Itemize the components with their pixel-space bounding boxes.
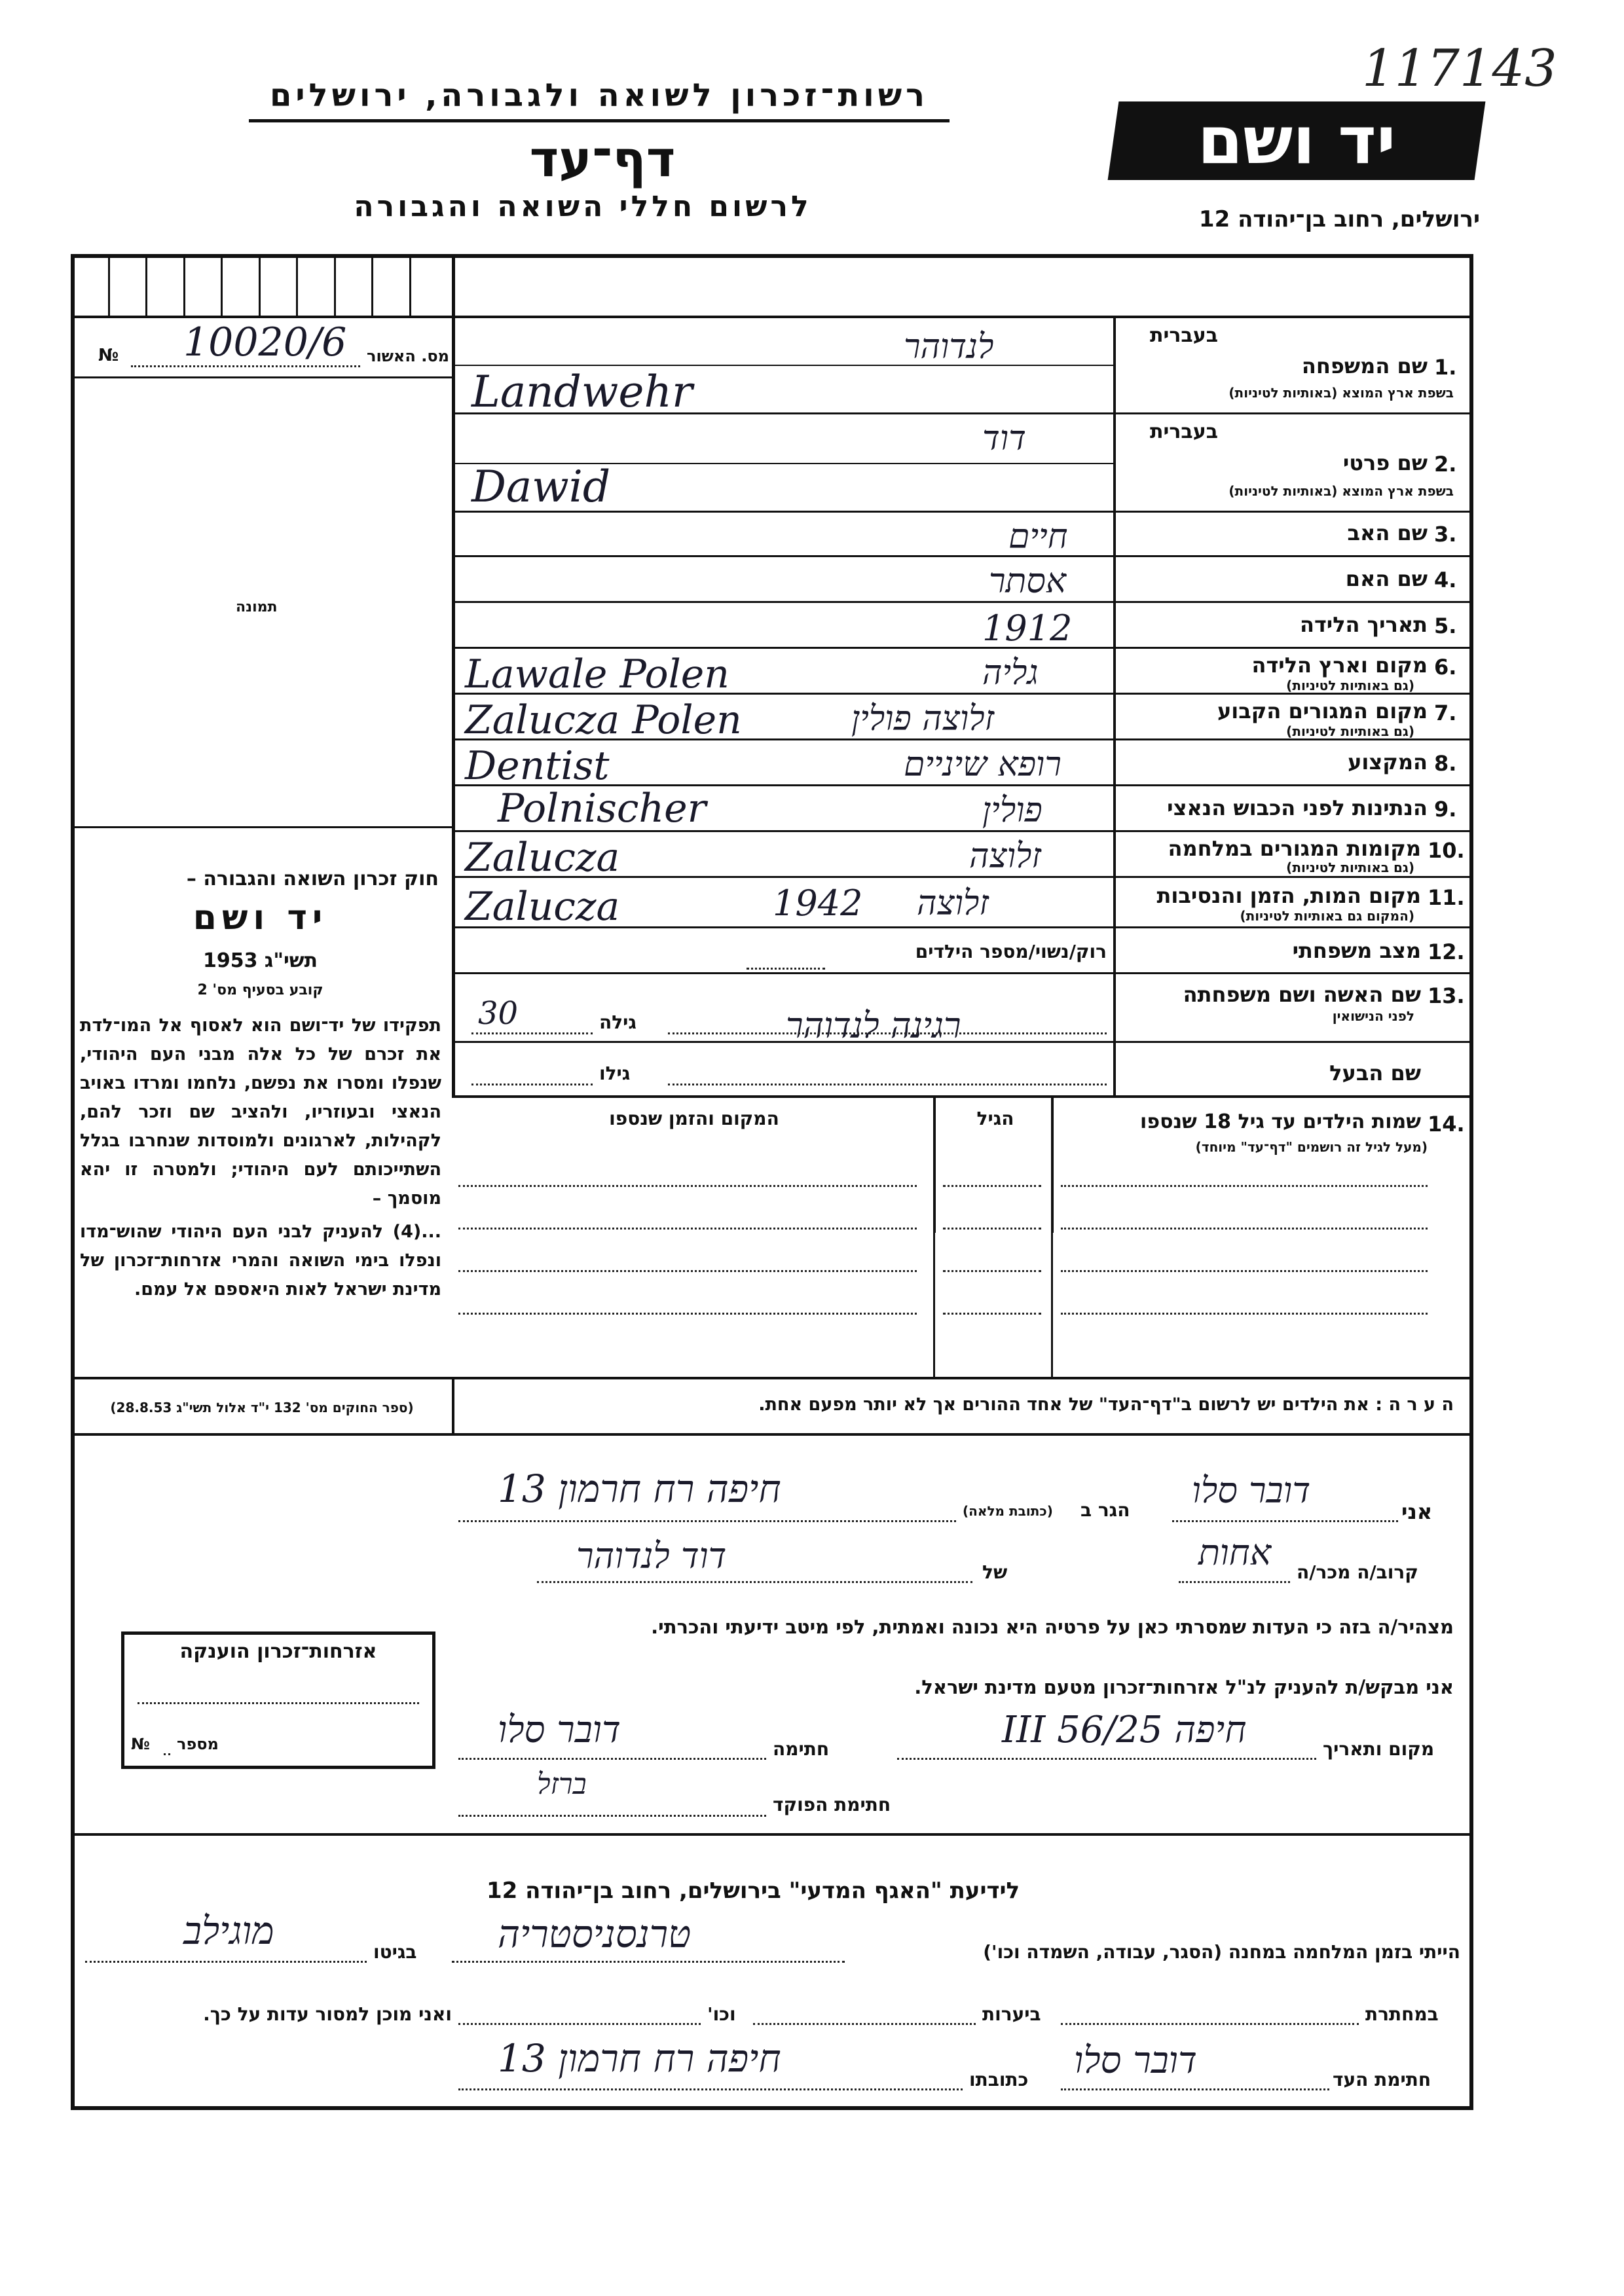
field-9-label: הנתינות לפני הכבוש הנאצי [1167, 795, 1428, 820]
form-title: דף־עד [529, 130, 676, 188]
field-11-note: (המקום גם באותיות לטיניות) [1240, 908, 1414, 924]
field-2-lang: בעברית [1150, 420, 1218, 443]
field-2-num: 2. [1434, 452, 1457, 477]
children-num: 14. [1428, 1112, 1465, 1137]
field-13-age-value: 30 [478, 995, 519, 1032]
children-label: שמות הילדים עד גיל 18 שנספו [1140, 1110, 1421, 1133]
field-9-latin: Polnischer [498, 786, 707, 831]
field-11-num: 11. [1428, 885, 1465, 910]
field-7-label: מקום המגורים הקבוע [1217, 699, 1428, 723]
field-7-num: 7. [1434, 701, 1457, 725]
field-13-num: 13. [1428, 983, 1465, 1008]
law-year: תשי"ג 1953 [202, 949, 318, 972]
law-reference: (ספר החוקים מס' 132 י"ד אלול תשי"ג 28.8.53) [110, 1400, 414, 1415]
children-note: (מעל לגיל זה רושמים "דף־עד" מיוחד) [1195, 1139, 1428, 1155]
field-11-latin: Zalucza [465, 884, 620, 930]
declaration-place-date-label: מקום ותאריך [1323, 1738, 1435, 1760]
field-12-options: רוק/נשוי/מספר הילדים [915, 941, 1107, 962]
logo-text: יד ושם [1197, 102, 1396, 179]
field-6-hebrew: גליה [982, 653, 1039, 693]
field-6-label: מקום וארץ הלידה [1251, 653, 1428, 678]
declaration-resides-label: הגר ב [1080, 1499, 1130, 1521]
declaration-signature-label: חתימה [773, 1738, 830, 1760]
bottom-address-value: חיפה רח חרמון 13 [498, 2036, 781, 2081]
bottom-ready-text: ואני מוכן למסור עדות על כך. [203, 2003, 452, 2025]
field-11-year: 1942 [773, 883, 863, 924]
bottom-signature-label: חתימת העד [1333, 2069, 1431, 2090]
law-name: יד ושם [193, 898, 328, 938]
bottom-camp-value: טרנסניסטריה [498, 1912, 692, 1956]
field-7-hebrew: זלוצה פולין [851, 699, 995, 738]
field-8-latin: Dentist [465, 743, 610, 789]
declaration-i-value: דובר סלו [1192, 1470, 1311, 1511]
law-text-1: תפקידו של יד־ושם הוא לאסוף אל המו־לדת את זכרם של כל אלה מבני העם היהודי, שנפלו ומסרו את נפשם, נלחמו ומרדו באויב הנאצי ובעוזריו, ולהציב שם וזכר להם, לקהילות, לארגונים ולמוסדות שנחרבו בגלל השתייכותם לעם היהודי; ולמטרה זו יהא מוסמך – [80, 1015, 441, 1209]
field-1-lang: בעברית [1150, 324, 1218, 347]
bottom-title: לידיעת "האגף המדעי" בירושלים, רחוב בן־יהודה 12 [486, 1878, 1020, 1904]
declaration-signature-value: דובר סלו [498, 1709, 621, 1751]
husband-age-label: גילו [599, 1063, 631, 1084]
field-13-value: רגינה לנדוהר [786, 1005, 961, 1046]
field-10-hebrew: זלוצה [969, 837, 1041, 876]
field-7-note: (גם באותיות לטיניות) [1286, 723, 1414, 739]
field-4-value: אסתר [989, 562, 1067, 601]
field-7-latin: Zalucza Polen [465, 697, 742, 743]
approval-value: 10020/6 [183, 319, 347, 365]
field-1-hebrew: לנדוהר [904, 327, 994, 367]
bottom-camp-text: הייתי בזמן המלחמה במחנה (הסגר, עבודה, השמדה וכו') [983, 1941, 1460, 1963]
bottom-ghetto-value: מוגילב [183, 1908, 274, 1953]
field-1-latin: Landwehr [471, 367, 693, 417]
field-5-value: 1912 [982, 608, 1073, 649]
field-1-label: שם המשפחה [1301, 354, 1428, 378]
declaration-place-date-value: חיפה 25/III 56 [1002, 1709, 1247, 1751]
field-6-latin: Lawale Polen [465, 651, 729, 697]
photo-label: תמונה [236, 599, 278, 615]
citizenship-box-title: אזרחות־זכרון הוענקה [179, 1640, 377, 1663]
declaration-official-value: ברזל [537, 1768, 587, 1801]
remark: ה ע ר ה : את הילדים יש לרשום ב"דף־העד" של אחד ההורים אך לא יותר מפעם אחת. [758, 1394, 1454, 1415]
declaration-address-value: חיפה רח חרמון 13 [498, 1467, 781, 1511]
field-5-label: תאריך הלידה [1299, 612, 1428, 637]
bottom-signature-value: דובר סלו [1074, 2039, 1197, 2082]
bottom-etc-label: וכו' [707, 2003, 736, 2025]
children-col-place: המקום והזמן שנספו [609, 1108, 779, 1129]
title-underline [249, 119, 950, 122]
declaration-i-label: אני [1401, 1499, 1433, 1524]
declaration-of-value: דוד לנדוהר [576, 1535, 727, 1576]
field-2-label: שם פרטי [1342, 450, 1428, 475]
declaration-relation-value: אחות [1198, 1532, 1272, 1573]
children-col-age: הגיל [976, 1108, 1014, 1129]
husband-label: שם הבעל [1329, 1061, 1421, 1085]
field-4-label: שם האם [1345, 566, 1428, 591]
law-title: חוק זכרון השואה והגבורה – [186, 867, 439, 890]
address: ירושלים, רחוב בן־יהודה 12 [1198, 206, 1480, 232]
field-11-label: מקום המות, הזמן והנסיבות [1156, 883, 1421, 908]
field-5-num: 5. [1434, 613, 1457, 638]
authority-title: רשות־זכרון לשואה ולגבורה, ירושלים [269, 77, 929, 114]
law-text-2: ...(4) להעניק לבני העם היהודי שהוש־מדו ונפלו בימי השואה והמרי אזרחות־זכרון של מדינת ישראל לאות היאספם אל עמם. [80, 1222, 441, 1300]
field-10-num: 10. [1428, 838, 1465, 863]
field-4-num: 4. [1434, 568, 1457, 592]
declaration-statement: מצהיר/ה בזה כי העדות שמסרתי כאן על פרטיה היא נכונה ואמתית, לפי מיטב ידיעתי והכרתי. [651, 1616, 1454, 1638]
field-3-num: 3. [1434, 522, 1457, 547]
field-8-hebrew: רופא שיניים [904, 745, 1061, 784]
field-10-latin: Zalucza [465, 835, 620, 881]
declaration-of-label: של [982, 1561, 1008, 1583]
field-1-num: 1. [1434, 355, 1457, 380]
approval-no-symbol: № [98, 346, 119, 365]
archive-number: 117143 [1362, 39, 1557, 98]
field-6-note: (גם באותיות לטיניות) [1286, 678, 1414, 693]
declaration-request: אני מבקש/ת להעניק לנ"ל אזרחות־זכרון מטעם מדינת ישראל. [914, 1676, 1454, 1698]
field-9-hebrew: פולין [982, 791, 1043, 830]
declaration-relation-label: קרוב/ה מכר/ה [1297, 1561, 1418, 1583]
field-13-label: שם האשה ושם משפחתה [1183, 982, 1421, 1007]
citizenship-box-number-label: מספר [177, 1735, 219, 1753]
field-6-num: 6. [1434, 655, 1457, 680]
field-10-label: מקומות המגורים במלחמה [1168, 836, 1421, 861]
field-13-note: לפני הנישואין [1332, 1008, 1414, 1024]
citizenship-box-number-symbol: № [131, 1735, 150, 1753]
approval-label: מס. האשור [367, 347, 449, 365]
bottom-address-label: כתובתו [969, 2069, 1029, 2090]
law-clause: קובע בסעיף מס' 2 [197, 982, 323, 998]
bottom-ghetto-label: בגיטו [373, 1941, 417, 1963]
field-2-hebrew: דוד [982, 419, 1026, 458]
field-11-hebrew: זלוצה [917, 884, 989, 923]
bottom-hiding-label: במחתרת [1365, 2003, 1439, 2025]
field-3-value: חיים [1008, 517, 1068, 556]
field-12-num: 12. [1428, 939, 1465, 964]
declaration-address-note: (כתובת מלאה) [963, 1503, 1053, 1519]
declaration-official-label: חתימת הפוקד [773, 1794, 891, 1815]
field-12-label: מצב משפחתי [1292, 938, 1421, 963]
field-2-latin: Dawid [471, 462, 611, 512]
field-8-num: 8. [1434, 751, 1457, 776]
field-8-label: המקצוע [1348, 750, 1428, 774]
bottom-forests-label: ביערות [982, 2003, 1041, 2025]
field-1-note: בשפת ארץ המוצא (באותיות לטיניות) [1228, 385, 1454, 401]
field-3-label: שם האב [1347, 520, 1428, 545]
field-10-note: (גם באותיות לטיניות) [1286, 860, 1414, 875]
field-13-age-label: גילה [599, 1011, 637, 1033]
field-9-num: 9. [1434, 797, 1457, 822]
field-2-note: בשפת ארץ המוצא (באותיות לטיניות) [1228, 483, 1454, 499]
form-subtitle: לרשום חללי השואה והגבורה [354, 190, 812, 223]
